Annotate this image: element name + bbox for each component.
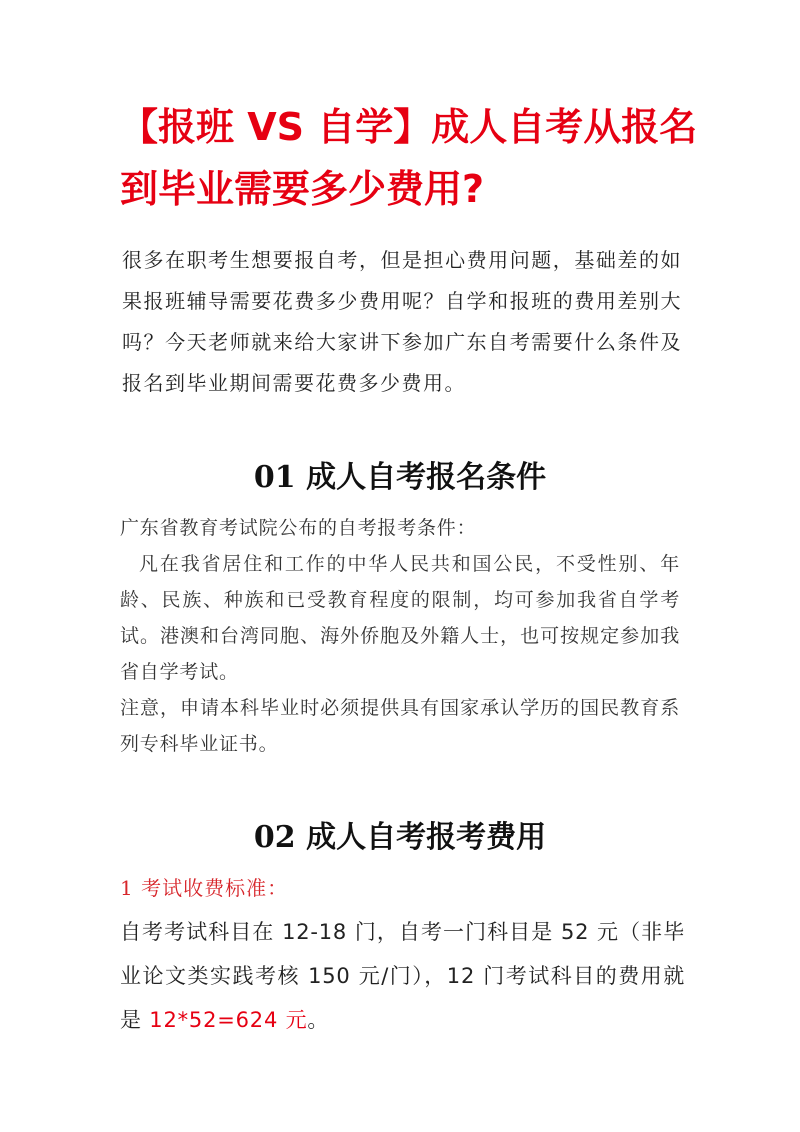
eligibility-note: 注意，申请本科毕业时必须提供具有国家承认学历的国民教育系列专科毕业证书。 <box>120 697 680 755</box>
section-heading-fees: 02 成人自考报考费用 <box>253 820 547 855</box>
fee-description: 自考考试科目在 12-18 门，自考一门科目是 52 元（非毕业论文类实践考核 150 元/门），12 门考试科目的费用就是 <box>120 920 685 1032</box>
section-heading-eligibility: 01 成人自考报名条件 <box>253 460 547 495</box>
eligibility-source: 广东省教育考试院公布的自考报考条件： <box>120 517 477 539</box>
eligibility-conditions: 凡在我省居住和工作的中华人民共和国公民，不受性别、年龄、民族、种族和已受教育程度的限制，均可参加我省自学考试。港澳和台湾同胞、海外侨胞及外籍人士，也可按规定参加我省自学考试。 <box>120 553 680 683</box>
fee-standard-subheading: 1 考试收费标准： <box>120 876 289 900</box>
fee-standard-body <box>120 910 685 1042</box>
page-title: 【报班 VS 自学】成人自考从报名到毕业需要多少费用? <box>120 105 698 211</box>
fee-formula: 12*52=624 元 <box>149 1008 308 1032</box>
fee-end: 。 <box>307 1008 330 1032</box>
eligibility-section <box>120 510 680 762</box>
intro-paragraph: 很多在职考生想要报自考，但是担心费用问题，基础差的如果报班辅导需要花费多少费用呢？自学和报班的费用差别大吗？今天老师就来给大家讲下参加广东自考需要什么条件及报名到毕业期间需要花费多少费用。 <box>122 248 682 395</box>
